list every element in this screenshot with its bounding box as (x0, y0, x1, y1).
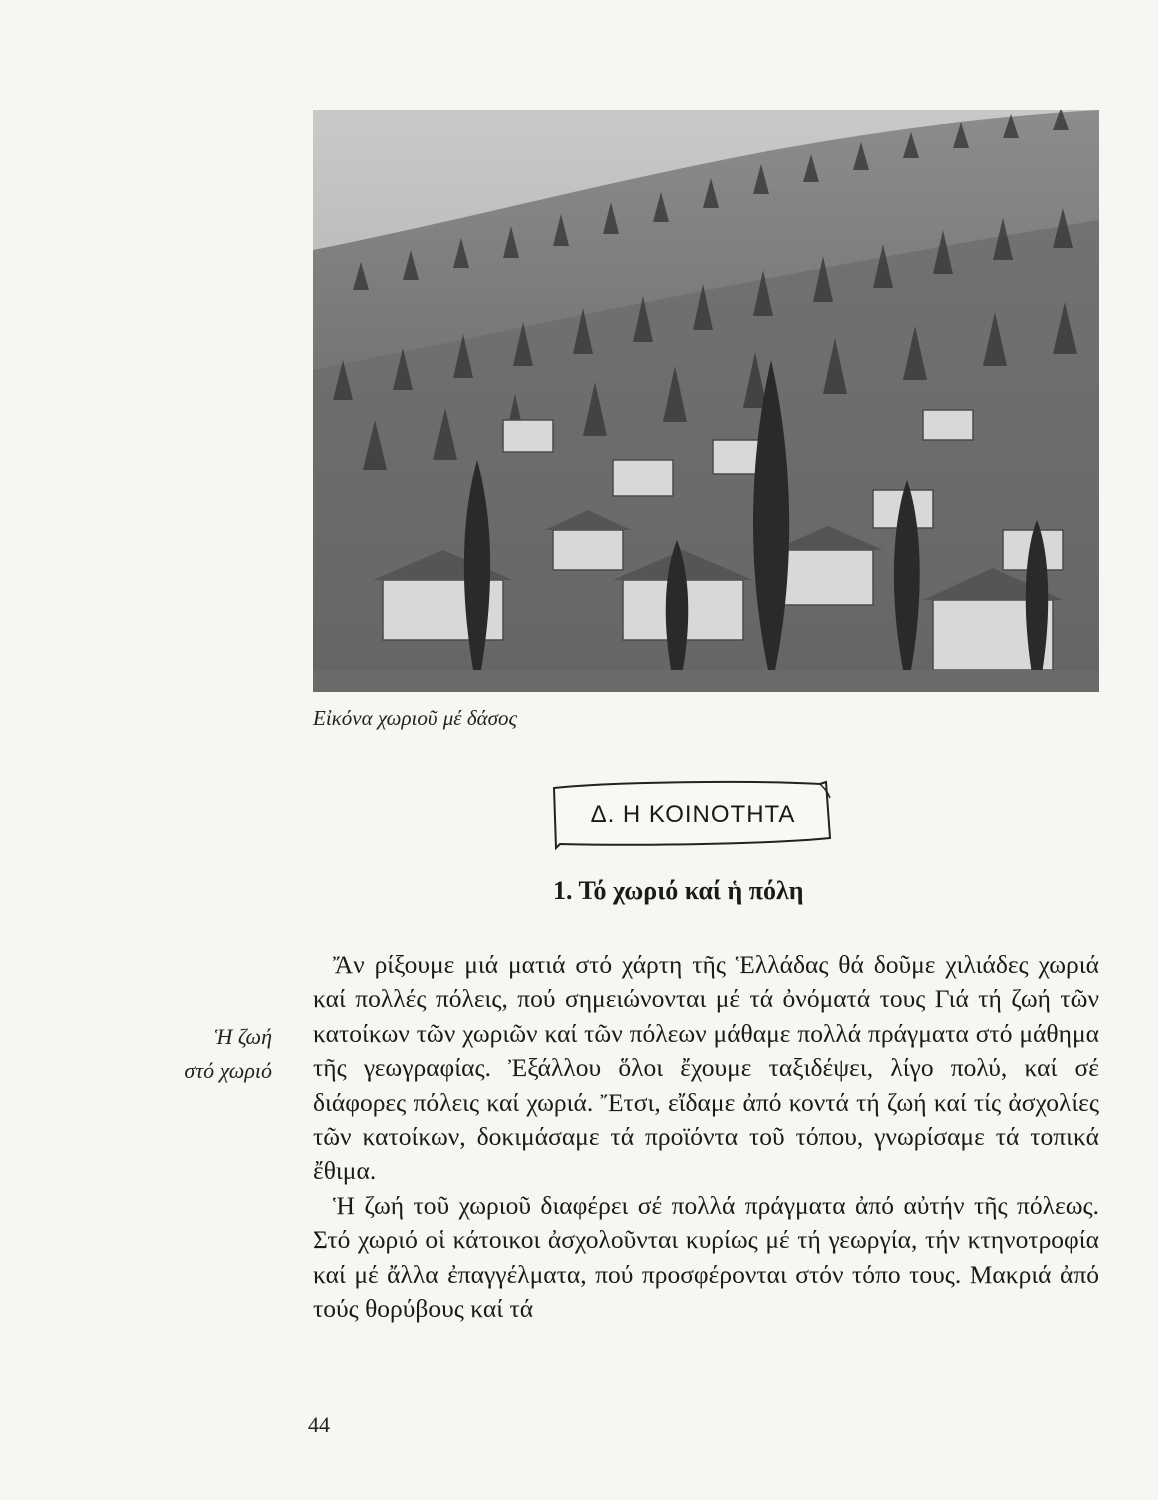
page-number: 44 (308, 1412, 330, 1437)
chapter-title: Δ. Η ΚΟΙΝΟΤΗΤΑ (590, 801, 796, 828)
margin-note (140, 1020, 272, 1088)
section-title: 1. Τό χωριό καί ἡ πόλη (553, 876, 804, 905)
body-text (313, 948, 1099, 1326)
paragraph-2: Ἡ ζωή τοῦ χωριοῦ διαφέρει σέ πολλά πράγματα ἀπό αὐτήν τῆς πόλεως. Στό χωριό οἱ κάτοικοι ἀσχολοῦνται κυρίως μέ τή γεωργία, τήν κτηνοτροφία καί μέ ἄλλα ἐπαγγέλματα, πού προσφέρονται στόν τόπο τους. Μακριά ἀπό τούς θορύβους καί τά (313, 1190, 1099, 1324)
paragraph-1: Ἄν ρίξουμε μιά ματιά στό χάρτη τῆς Ἑλλάδας θά δοῦμε χιλιάδες χωριά καί πολλές πόλεις, πού σημειώνονται μέ τά ὀνόματά τους Γιά τή ζωή τῶν κατοίκων τῶν χωριῶν καί τῶν πόλεων μάθαμε πολλά πράγματα στό μάθημα τῆς γεωγραφίας. Ἐξάλλου ὅλοι ἔχουμε ταξιδέψει, λίγο πολύ, καί σέ διάφορες πόλεις καί χωριά. Ἔτσι, εἴδαμε ἀπό κοντά τή ζωή καί τίς ἀσχολίες τῶν κατοίκων, δοκιμάσαμε τά προϊόντα τοῦ τόπου, γνωρίσαμε τά τοπικά ἔθιμα. (313, 950, 1099, 1186)
margin-note-line-1: Ἡ ζωή (214, 1024, 272, 1049)
illustration-caption: Εἰκόνα χωριοῦ μέ δάσος (313, 706, 517, 730)
margin-note-line-2: στό χωριό (184, 1058, 272, 1083)
chapter-heading-frame (550, 778, 836, 850)
village-forest-illustration (313, 110, 1099, 692)
